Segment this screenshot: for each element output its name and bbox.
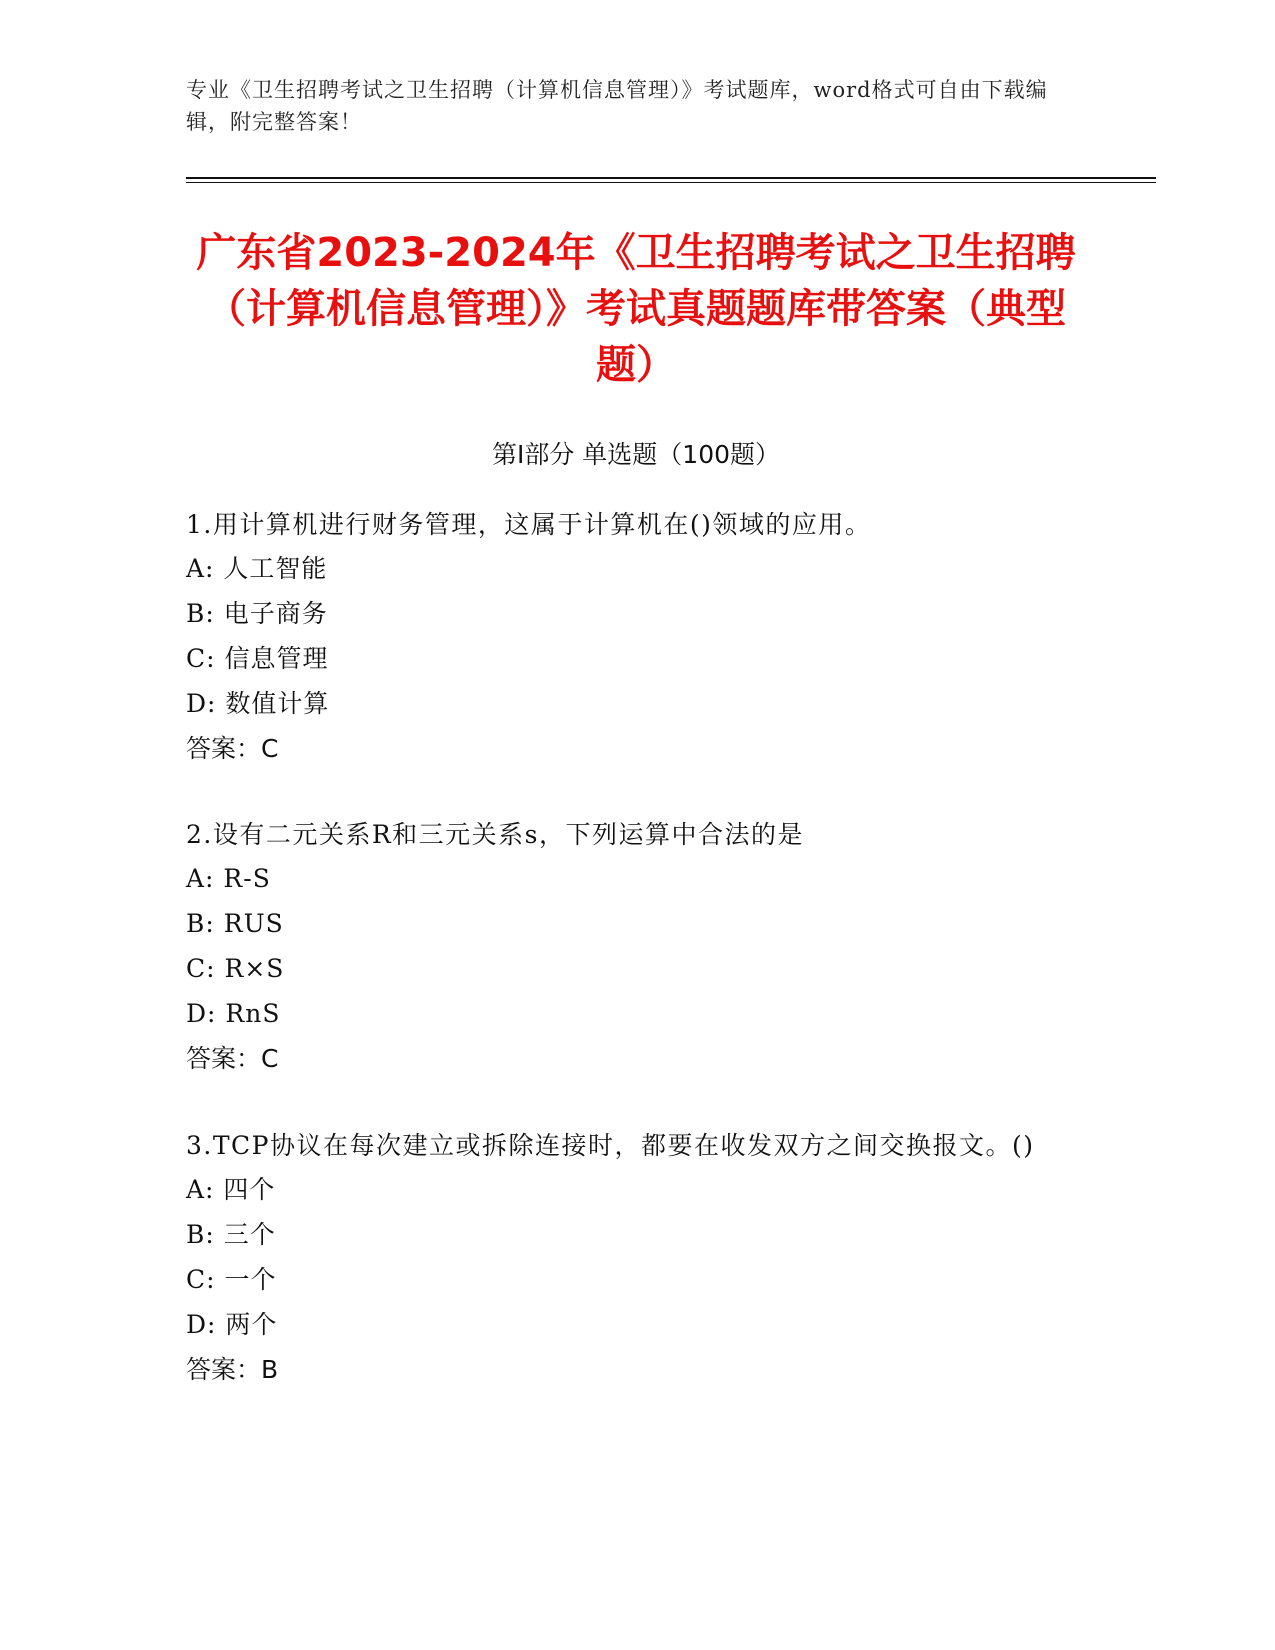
document-title: 广东省2023-2024年《卫生招聘考试之卫生招聘（计算机信息管理）》考试真题题库带答案（典型题） xyxy=(196,230,1076,388)
question-stem: 2.设有二元关系R和三元关系s，下列运算中合法的是 xyxy=(186,820,805,849)
header-note: 专业《卫生招聘考试之卫生招聘（计算机信息管理）》考试题库，word格式可自由下载编辑，附完整答案！ xyxy=(186,78,1048,134)
option-b: B: RUS xyxy=(186,909,284,938)
option-a: A: 四个 xyxy=(186,1175,276,1204)
question-2 xyxy=(186,813,1086,1081)
header-divider-thin xyxy=(186,182,1156,183)
option-d: D: 两个 xyxy=(186,1310,278,1339)
option-c: C: 信息管理 xyxy=(186,644,329,673)
option-b: B: 三个 xyxy=(186,1220,276,1249)
question-3 xyxy=(186,1124,1086,1392)
header-divider-thick xyxy=(186,177,1156,179)
option-a: A: 人工智能 xyxy=(186,554,328,583)
option-b: B: 电子商务 xyxy=(186,599,328,628)
answer: 答案：B xyxy=(186,1355,279,1384)
question-stem: 3.TCP协议在每次建立或拆除连接时，都要在收发双方之间交换报文。() xyxy=(186,1131,1035,1160)
section-heading: 第Ⅰ部分 单选题（100题） xyxy=(491,440,781,469)
answer: 答案：C xyxy=(186,734,279,763)
option-c: C: R×S xyxy=(186,954,285,983)
option-d: D: 数值计算 xyxy=(186,689,330,718)
question-1 xyxy=(186,503,1086,771)
option-c: C: 一个 xyxy=(186,1265,277,1294)
option-d: D: RnS xyxy=(186,999,281,1028)
option-a: A: R-S xyxy=(186,864,271,893)
answer: 答案：C xyxy=(186,1044,279,1073)
question-stem: 1.用计算机进行财务管理，这属于计算机在()领域的应用。 xyxy=(186,510,872,539)
